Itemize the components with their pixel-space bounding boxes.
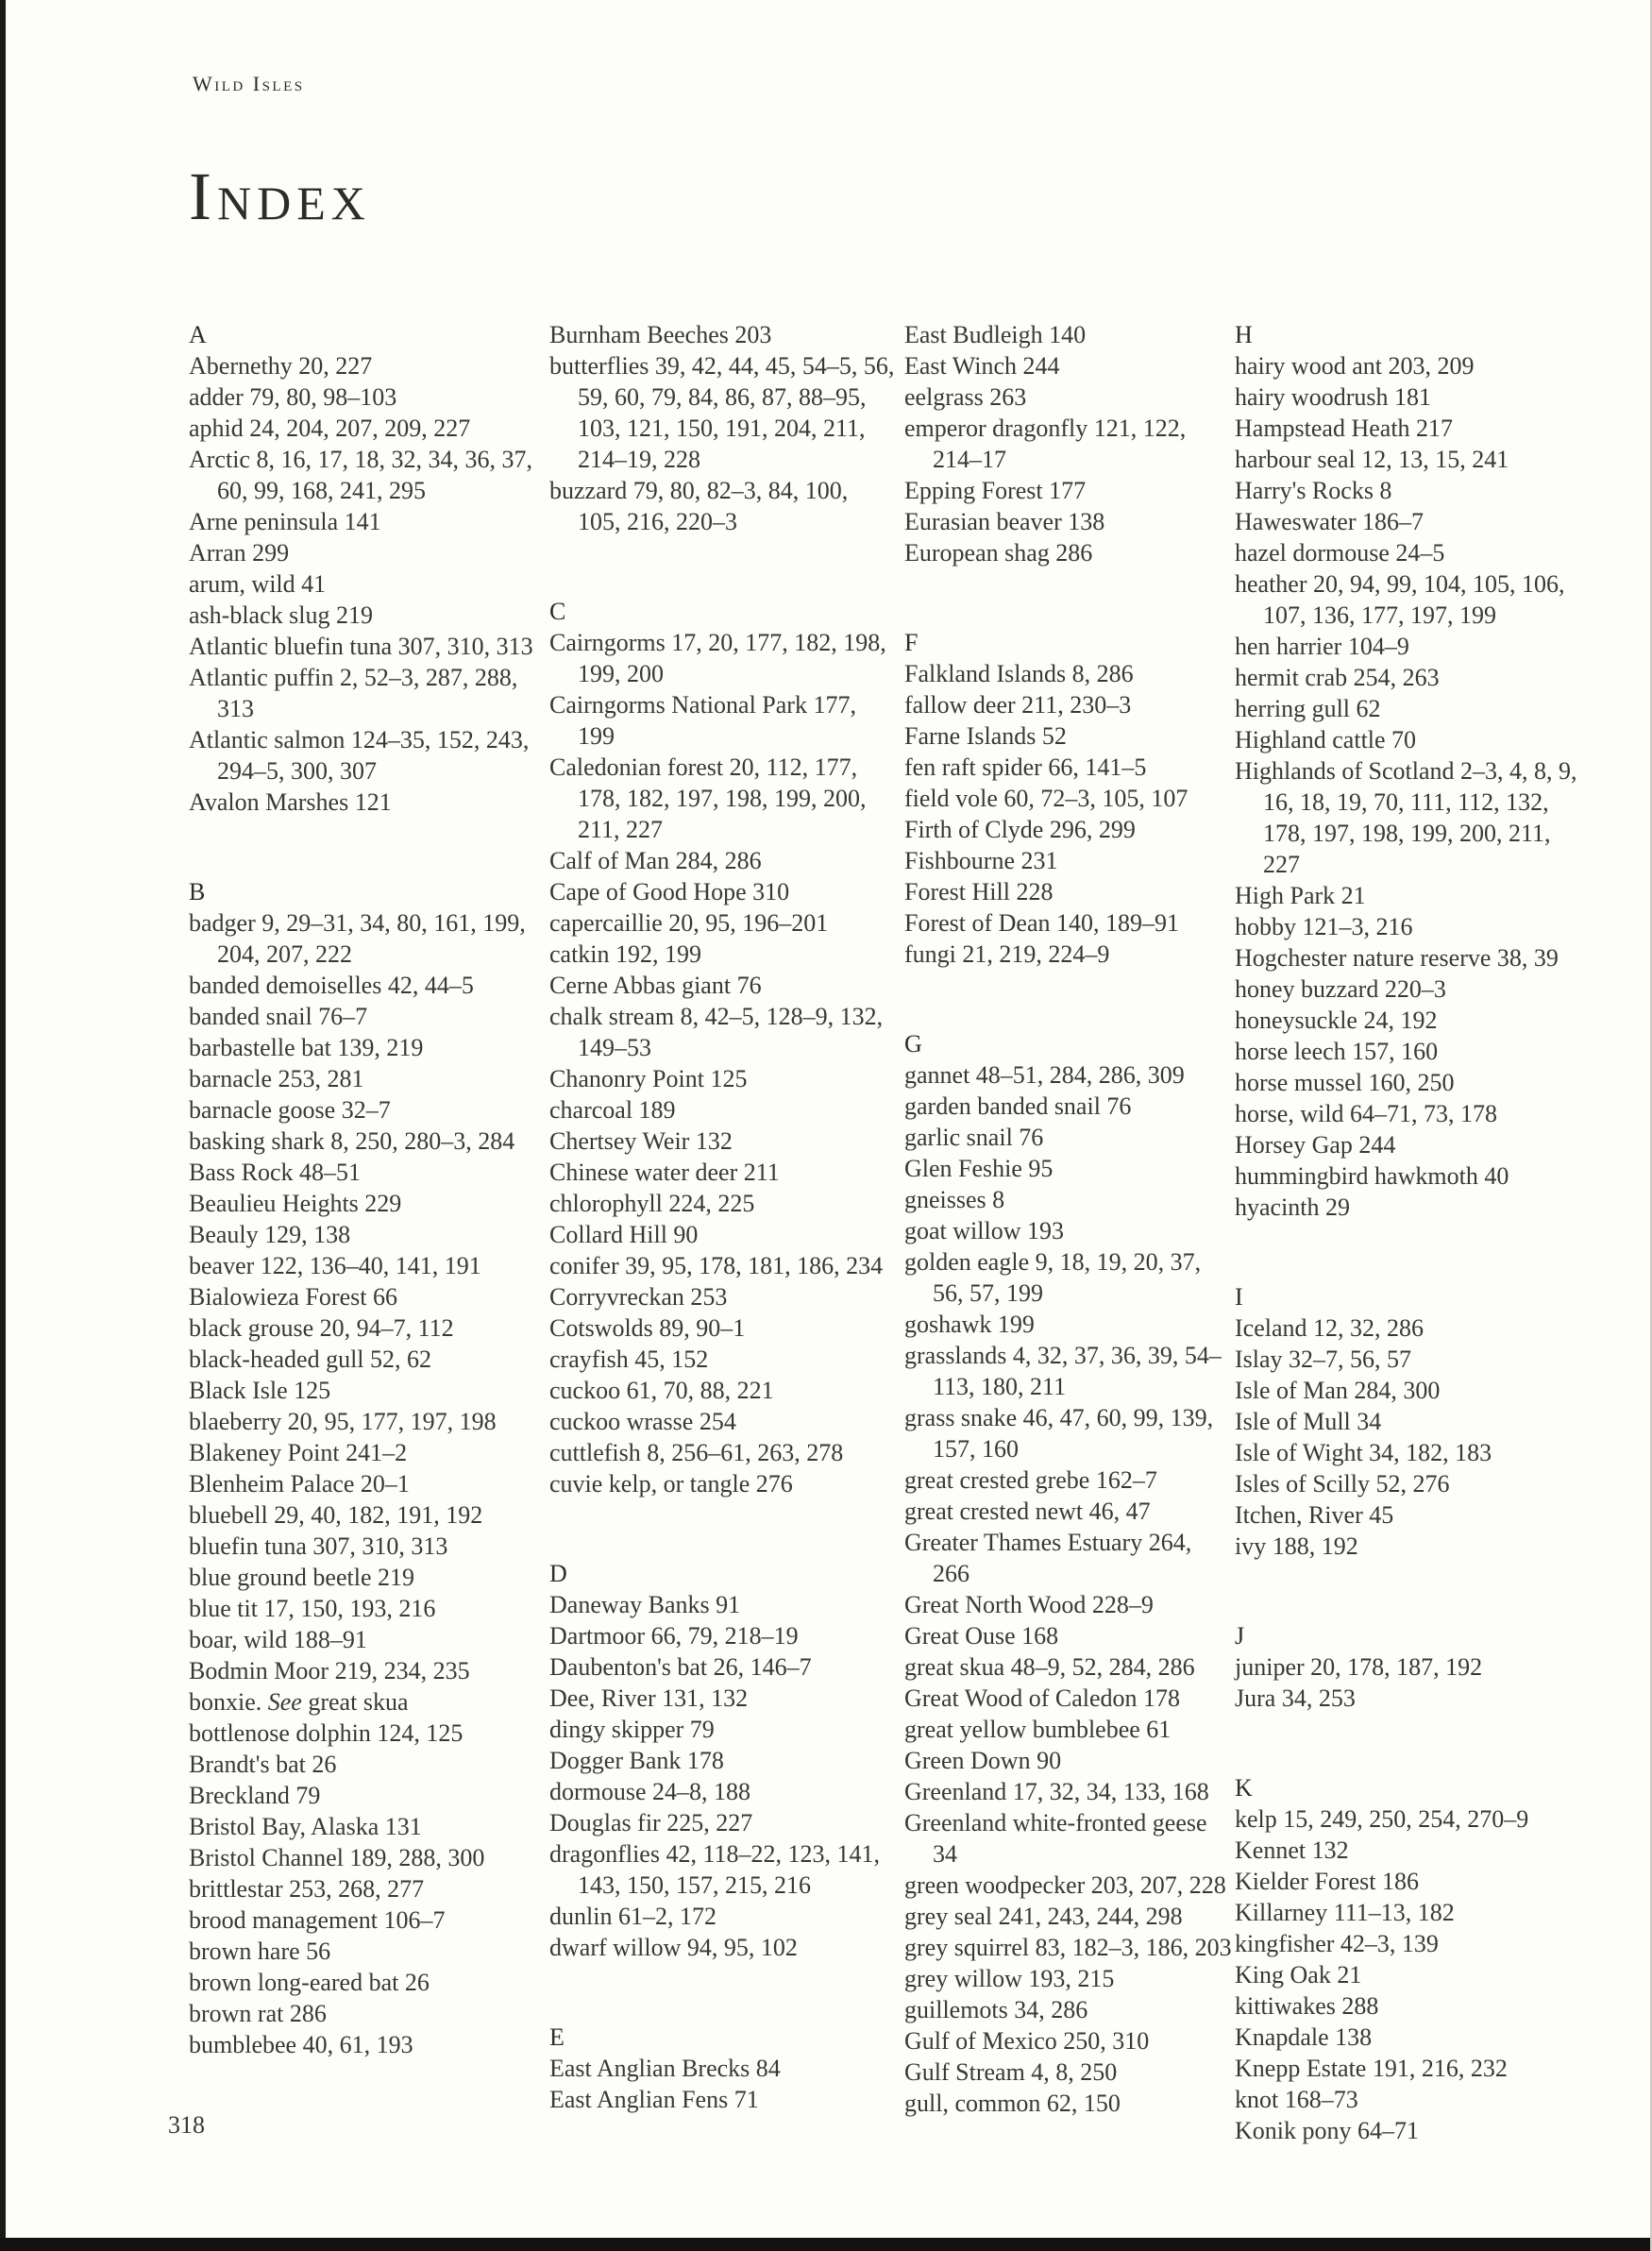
index-entry: arum, wild 41 <box>189 570 327 598</box>
index-entry: basking shark 8, 250, 280–3, 284 <box>189 1127 515 1155</box>
index-entry: Bodmin Moor 219, 234, 235 <box>189 1657 470 1684</box>
index-entry: Islay 32–7, 56, 57 <box>1235 1346 1412 1373</box>
section-letter: I <box>1235 1283 1243 1311</box>
index-entry: eelgrass 263 <box>904 383 1027 411</box>
index-section-continued <box>904 319 1233 568</box>
section-letter: D <box>549 1560 567 1587</box>
index-entry: juniper 20, 178, 187, 192 <box>1235 1653 1483 1681</box>
index-entry: horse leech 157, 160 <box>1235 1038 1439 1065</box>
index-entry: Daubenton's bat 26, 146–7 <box>549 1653 812 1681</box>
index-entry: Beauly 129, 138 <box>189 1221 351 1248</box>
index-entry: charcoal 189 <box>549 1096 676 1124</box>
index-entry: kelp 15, 249, 250, 254, 270–9 <box>1235 1805 1529 1833</box>
index-entry: Bialowieza Forest 66 <box>189 1283 397 1311</box>
index-entry: fallow deer 211, 230–3 <box>904 691 1132 719</box>
index-entry: Highlands of Scotland 2–3, 4, 8, 9, 16, 18, 19, 70, 111, 112, 132, 178, 197, 198, 199, 200, 211, 227 <box>1235 757 1577 878</box>
index-entry: Douglas fir 225, 227 <box>549 1809 753 1836</box>
index-entry: Isles of Scilly 52, 276 <box>1235 1470 1450 1498</box>
index-entry: Isle of Man 284, 300 <box>1235 1377 1441 1404</box>
index-entry: gull, common 62, 150 <box>904 2090 1121 2117</box>
index-entry: Firth of Clyde 296, 299 <box>904 816 1136 843</box>
index-entry: gannet 48–51, 284, 286, 309 <box>904 1061 1185 1089</box>
index-entry: Kielder Forest 186 <box>1235 1868 1419 1895</box>
index-entry: Forest of Dean 140, 189–91 <box>904 909 1180 937</box>
index-section-continued <box>549 319 897 537</box>
index-entry: Calf of Man 284, 286 <box>549 847 762 874</box>
index-entry: High Park 21 <box>1235 882 1366 909</box>
index-entry: grass snake 46, 47, 60, 99, 139, 157, 160 <box>904 1404 1214 1463</box>
index-column-3 <box>904 319 1233 2119</box>
index-entry: Dartmoor 66, 79, 218–19 <box>549 1622 799 1650</box>
index-entry: brown long-eared bat 26 <box>189 1969 430 1996</box>
index-section-C <box>549 596 897 1499</box>
index-column-1 <box>189 319 536 2060</box>
index-entry: Itchen, River 45 <box>1235 1501 1394 1529</box>
index-entry: hairy wood ant 203, 209 <box>1235 352 1475 380</box>
index-entry: Great North Wood 228–9 <box>904 1591 1154 1618</box>
index-entry: Cerne Abbas giant 76 <box>549 972 762 999</box>
index-entry: golden eagle 9, 18, 19, 20, 37, 56, 57, 199 <box>904 1248 1202 1307</box>
index-entry: Harry's Rocks 8 <box>1235 477 1392 504</box>
index-entry: butterflies 39, 42, 44, 45, 54–5, 56, 59, 60, 79, 84, 86, 87, 88–95, 103, 121, 150, 191, 204, 211, 214–19, 228 <box>549 352 895 473</box>
index-entry: brittlestar 253, 268, 277 <box>189 1875 425 1903</box>
index-entry: great crested grebe 162–7 <box>904 1466 1157 1494</box>
index-entry: Gulf Stream 4, 8, 250 <box>904 2058 1118 2086</box>
index-entry: Blenheim Palace 20–1 <box>189 1470 410 1498</box>
index-entry: green woodpecker 203, 207, 228 <box>904 1871 1226 1899</box>
index-entry: barnacle 253, 281 <box>189 1065 364 1092</box>
index-entry: hairy woodrush 181 <box>1235 383 1431 411</box>
index-entry: barnacle goose 32–7 <box>189 1096 391 1124</box>
index-entry: Cotswolds 89, 90–1 <box>549 1314 746 1342</box>
index-entry: boar, wild 188–91 <box>189 1626 367 1653</box>
index-entry: Fishbourne 231 <box>904 847 1058 874</box>
index-entry: cuckoo 61, 70, 88, 221 <box>549 1377 774 1404</box>
index-entry: Chanonry Point 125 <box>549 1065 748 1092</box>
index-entry: Falkland Islands 8, 286 <box>904 660 1134 687</box>
index-entry: Eurasian beaver 138 <box>904 508 1105 535</box>
section-letter: H <box>1235 321 1253 348</box>
index-entry: Greater Thames Estuary 264, 266 <box>904 1529 1192 1587</box>
index-entry: dingy skipper 79 <box>549 1716 715 1743</box>
index-entry: fungi 21, 219, 224–9 <box>904 940 1110 968</box>
index-entry: banded demoiselles 42, 44–5 <box>189 972 474 999</box>
index-section-H <box>1235 319 1588 1223</box>
index-entry: great crested newt 46, 47 <box>904 1498 1151 1525</box>
index-entry: bluebell 29, 40, 182, 191, 192 <box>189 1501 483 1529</box>
index-entry: Green Down 90 <box>904 1747 1062 1774</box>
index-entry: Iceland 12, 32, 286 <box>1235 1314 1424 1342</box>
index-entry: Hampstead Heath 217 <box>1235 415 1454 442</box>
index-section-E <box>549 2022 897 2115</box>
page-title: Index <box>189 159 371 234</box>
index-entry: Cape of Good Hope 310 <box>549 878 790 905</box>
index-entry: Bristol Channel 189, 288, 300 <box>189 1844 485 1871</box>
index-entry: Dogger Bank 178 <box>549 1747 724 1774</box>
index-entry: harbour seal 12, 13, 15, 241 <box>1235 446 1509 473</box>
index-entry: capercaillie 20, 95, 196–201 <box>549 909 829 937</box>
section-letter: A <box>189 321 207 348</box>
index-entry: East Budleigh 140 <box>904 321 1087 348</box>
index-entry: Avalon Marshes 121 <box>189 788 392 816</box>
index-entry: horse, wild 64–71, 73, 178 <box>1235 1100 1498 1127</box>
index-entry: brown hare 56 <box>189 1938 331 1965</box>
index-entry: Burnham Beeches 203 <box>549 321 772 348</box>
index-entry: Haweswater 186–7 <box>1235 508 1424 535</box>
index-entry: Hogchester nature reserve 38, 39 <box>1235 944 1559 972</box>
index-entry: blue tit 17, 150, 193, 216 <box>189 1595 436 1622</box>
index-entry: dunlin 61–2, 172 <box>549 1903 716 1930</box>
index-entry: brood management 106–7 <box>189 1906 446 1934</box>
index-entry: Arne peninsula 141 <box>189 508 381 535</box>
index-section-K <box>1235 1772 1588 2146</box>
index-entry: chlorophyll 224, 225 <box>549 1190 755 1217</box>
book-title: Wild Isles <box>193 72 305 95</box>
index-entry: East Anglian Brecks 84 <box>549 2055 781 2082</box>
index-entry: goshawk 199 <box>904 1311 1035 1338</box>
index-entry: heather 20, 94, 99, 104, 105, 106, 107, 136, 177, 197, 199 <box>1235 570 1565 629</box>
section-letter: B <box>189 878 206 905</box>
index-entry: barbastelle bat 139, 219 <box>189 1034 424 1061</box>
index-entry: dormouse 24–8, 188 <box>549 1778 751 1805</box>
index-entry: bumblebee 40, 61, 193 <box>189 2031 413 2058</box>
index-entry: Breckland 79 <box>189 1782 321 1809</box>
index-entry: Knepp Estate 191, 216, 232 <box>1235 2055 1508 2082</box>
index-entry: Konik pony 64–71 <box>1235 2117 1419 2144</box>
index-entry: bluefin tuna 307, 310, 313 <box>189 1532 448 1560</box>
index-entry: badger 9, 29–31, 34, 80, 161, 199, 204, 207, 222 <box>189 909 526 968</box>
index-entry: hyacinth 29 <box>1235 1193 1351 1221</box>
index-entry: hen harrier 104–9 <box>1235 633 1409 660</box>
index-section-G <box>904 1028 1233 2119</box>
index-entry: Blakeney Point 241–2 <box>189 1439 408 1466</box>
page-number: 318 <box>168 2111 205 2139</box>
index-entry: Bristol Bay, Alaska 131 <box>189 1813 422 1840</box>
index-entry: aphid 24, 204, 207, 209, 227 <box>189 415 471 442</box>
index-entry: cuckoo wrasse 254 <box>549 1408 736 1435</box>
index-entry: Greenland 17, 32, 34, 133, 168 <box>904 1778 1209 1805</box>
index-entry: dwarf willow 94, 95, 102 <box>549 1934 798 1961</box>
index-entry: East Winch 244 <box>904 352 1060 380</box>
index-column-2 <box>549 319 897 2115</box>
index-entry: European shag 286 <box>904 539 1093 567</box>
index-entry: brown rat 286 <box>189 2000 327 2027</box>
index-entry: Atlantic bluefin tuna 307, 310, 313 <box>189 633 533 660</box>
index-entry: gneisses 8 <box>904 1186 1005 1213</box>
section-letter: C <box>549 598 566 625</box>
index-section-J <box>1235 1620 1588 1714</box>
index-entry: Gulf of Mexico 250, 310 <box>904 2027 1150 2055</box>
index-section-D <box>549 1558 897 1963</box>
index-entry: horse mussel 160, 250 <box>1235 1069 1455 1096</box>
index-entry: Abernethy 20, 227 <box>189 352 373 380</box>
index-entry: grey squirrel 83, 182–3, 186, 203 <box>904 1934 1232 1961</box>
index-entry: Brandt's bat 26 <box>189 1751 337 1778</box>
index-entry: Corryvreckan 253 <box>549 1283 728 1311</box>
index-entry: Cairngorms 17, 20, 177, 182, 198, 199, 200 <box>549 629 886 687</box>
index-entry: goat willow 193 <box>904 1217 1064 1244</box>
index-entry: great yellow bumblebee 61 <box>904 1716 1172 1743</box>
index-entry: Dee, River 131, 132 <box>549 1684 749 1712</box>
index-entry: Jura 34, 253 <box>1235 1684 1356 1712</box>
index-section-I <box>1235 1281 1588 1562</box>
index-entry: buzzard 79, 80, 82–3, 84, 100, 105, 216, 220–3 <box>549 477 849 535</box>
index-entry: garlic snail 76 <box>904 1124 1044 1151</box>
index-entry: Horsey Gap 244 <box>1235 1131 1396 1159</box>
index-entry: field vole 60, 72–3, 105, 107 <box>904 785 1188 812</box>
index-entry: conifer 39, 95, 178, 181, 186, 234 <box>549 1252 884 1279</box>
index-entry: Greenland white-fronted geese 34 <box>904 1809 1207 1868</box>
section-letter: K <box>1235 1774 1253 1802</box>
index-entry: hummingbird hawkmoth 40 <box>1235 1162 1509 1190</box>
index-section-A <box>189 319 536 818</box>
index-entry: hobby 121–3, 216 <box>1235 913 1413 940</box>
index-entry: herring gull 62 <box>1235 695 1381 722</box>
index-entry: adder 79, 80, 98–103 <box>189 383 397 411</box>
index-entry: Chertsey Weir 132 <box>549 1127 733 1155</box>
index-entry: Farne Islands 52 <box>904 722 1067 750</box>
index-entry: chalk stream 8, 42–5, 128–9, 132, 149–53 <box>549 1003 884 1061</box>
index-entry: grasslands 4, 32, 37, 36, 39, 54–113, 180, 211 <box>904 1342 1222 1400</box>
index-entry: hazel dormouse 24–5 <box>1235 539 1445 567</box>
index-entry: cuvie kelp, or tangle 276 <box>549 1470 793 1498</box>
index-entry: Atlantic puffin 2, 52–3, 287, 288, 313 <box>189 664 518 722</box>
index-entry: Knapdale 138 <box>1235 2023 1373 2051</box>
index-entry: Bass Rock 48–51 <box>189 1159 361 1186</box>
index-entry: crayfish 45, 152 <box>549 1346 709 1373</box>
index-section-B <box>189 876 536 2060</box>
index-entry: Great Wood of Caledon 178 <box>904 1684 1181 1712</box>
index-entry: garden banded snail 76 <box>904 1092 1132 1120</box>
index-entry: Black Isle 125 <box>189 1377 331 1404</box>
page-edge-bottom <box>0 2238 1652 2251</box>
index-entry: fen raft spider 66, 141–5 <box>904 753 1147 781</box>
index-entry: blaeberry 20, 95, 177, 197, 198 <box>189 1408 497 1435</box>
index-entry: Arctic 8, 16, 17, 18, 32, 34, 36, 37, 60, 99, 168, 241, 295 <box>189 446 532 504</box>
index-entry: knot 168–73 <box>1235 2086 1358 2113</box>
index-entry: cuttlefish 8, 256–61, 263, 278 <box>549 1439 844 1466</box>
index-entry: guillemots 34, 286 <box>904 1996 1088 2023</box>
index-entry: ivy 188, 192 <box>1235 1532 1358 1560</box>
index-entry: Cairngorms National Park 177, 199 <box>549 691 856 750</box>
index-entry: kingfisher 42–3, 139 <box>1235 1930 1439 1957</box>
index-entry: Chinese water deer 211 <box>549 1159 780 1186</box>
index-entry: black grouse 20, 94–7, 112 <box>189 1314 454 1342</box>
index-entry: catkin 192, 199 <box>549 940 702 968</box>
index-entry: dragonflies 42, 118–22, 123, 141, 143, 150, 157, 215, 216 <box>549 1840 880 1899</box>
index-entry: Atlantic salmon 124–35, 152, 243, 294–5, 300, 307 <box>189 726 530 785</box>
index-entry: Kennet 132 <box>1235 1836 1349 1864</box>
index-entry: bonxie. See great skua <box>189 1688 409 1716</box>
index-entry: Collard Hill 90 <box>549 1221 699 1248</box>
index-entry: Daneway Banks 91 <box>549 1591 741 1618</box>
index-entry: emperor dragonfly 121, 122, 214–17 <box>904 415 1187 473</box>
index-entry: Forest Hill 228 <box>904 878 1054 905</box>
index-entry: kittiwakes 288 <box>1235 1992 1379 2020</box>
index-entry: King Oak 21 <box>1235 1961 1362 1989</box>
index-entry: Great Ouse 168 <box>904 1622 1059 1650</box>
index-entry: Caledonian forest 20, 112, 177, 178, 182, 197, 198, 199, 200, 211, 227 <box>549 753 867 843</box>
index-entry: beaver 122, 136–40, 141, 191 <box>189 1252 481 1279</box>
index-entry: honey buzzard 220–3 <box>1235 975 1446 1003</box>
index-entry: hermit crab 254, 263 <box>1235 664 1440 691</box>
index-entry: East Anglian Fens 71 <box>549 2086 759 2113</box>
index-entry: Highland cattle 70 <box>1235 726 1417 753</box>
index-entry: black-headed gull 52, 62 <box>189 1346 432 1373</box>
section-letter: J <box>1235 1622 1245 1650</box>
index-entry: bottlenose dolphin 124, 125 <box>189 1719 464 1747</box>
section-letter: G <box>904 1030 922 1058</box>
index-entry: blue ground beetle 219 <box>189 1564 414 1591</box>
index-entry: Isle of Mull 34 <box>1235 1408 1382 1435</box>
section-letter: E <box>549 2023 565 2051</box>
index-entry: Isle of Wight 34, 182, 183 <box>1235 1439 1492 1466</box>
section-letter: F <box>904 629 919 656</box>
index-entry: honeysuckle 24, 192 <box>1235 1007 1438 1034</box>
index-entry: great skua 48–9, 52, 284, 286 <box>904 1653 1195 1681</box>
index-section-F <box>904 627 1233 970</box>
index-entry: Glen Feshie 95 <box>904 1155 1054 1182</box>
index-column-4 <box>1235 319 1588 2146</box>
index-entry: grey seal 241, 243, 244, 298 <box>904 1903 1183 1930</box>
index-entry: ash-black slug 219 <box>189 601 373 629</box>
index-entry: Epping Forest 177 <box>904 477 1087 504</box>
index-entry: Killarney 111–13, 182 <box>1235 1899 1455 1926</box>
index-entry: banded snail 76–7 <box>189 1003 368 1030</box>
index-entry: grey willow 193, 215 <box>904 1965 1115 1992</box>
index-entry: Arran 299 <box>189 539 290 567</box>
page-edge-left <box>0 0 6 2251</box>
index-entry: Beaulieu Heights 229 <box>189 1190 402 1217</box>
